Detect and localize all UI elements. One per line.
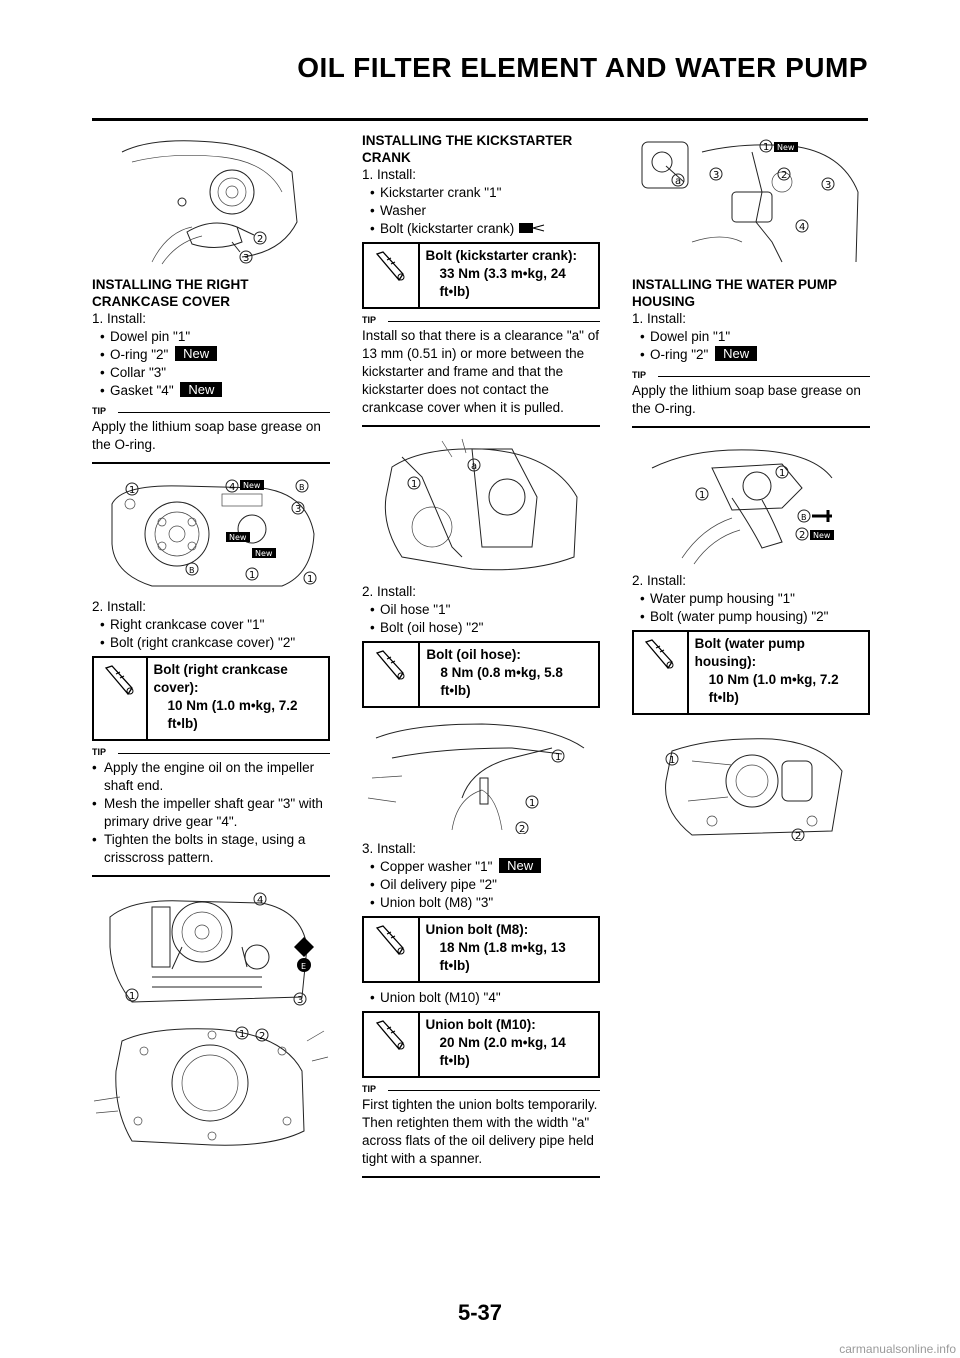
figure-crankcase-cover: [92, 474, 330, 592]
svg-text:3: 3: [713, 170, 720, 181]
list-item: • Bolt (right crankcase cover) "2": [100, 634, 330, 652]
list-item: • Union bolt (M10) "4": [370, 989, 600, 1007]
svg-text:4: 4: [257, 895, 264, 906]
svg-text:B: B: [189, 566, 195, 575]
torque-wrench-icon: [642, 638, 678, 672]
step-1-list: [640, 328, 870, 364]
svg-text:1: 1: [779, 468, 786, 479]
svg-text:New: New: [243, 481, 261, 490]
svg-text:3: 3: [297, 995, 304, 1006]
figure-oil-hose: [362, 718, 600, 834]
watermark: carmanualsonline.info: [839, 1342, 956, 1356]
list-item: • Tighten the bolts in stage, using a crisscross pattern.: [92, 831, 330, 867]
step-1: 1. Install:: [362, 167, 417, 182]
figure-pump-housing-bolts: [632, 731, 870, 841]
svg-text:E: E: [301, 962, 307, 971]
column-kickstarter-crank: [362, 132, 600, 1178]
torque-spec-box: [362, 916, 600, 983]
torque-wrench-icon: [373, 1019, 409, 1053]
page-title: OIL FILTER ELEMENT AND WATER PUMP: [297, 52, 868, 83]
svg-text:New: New: [813, 531, 831, 540]
list-item: • Washer: [370, 202, 600, 220]
svg-text:1: 1: [129, 485, 136, 496]
spec-value: 33 Nm (3.3 m•kg, 24 ft•lb): [439, 266, 566, 299]
list-item: • Oil hose "1": [370, 601, 600, 619]
tip-box: [632, 370, 870, 428]
step-1: 1. Install:: [92, 311, 147, 326]
torque-wrench-icon: [373, 924, 409, 958]
section-heading: INSTALLING THE KICKSTARTER CRANK: [362, 133, 573, 165]
spec-name: Bolt (oil hose):: [426, 647, 521, 662]
tip-box: [362, 315, 600, 427]
svg-text:1: 1: [555, 752, 562, 763]
svg-text:a: a: [675, 176, 682, 187]
svg-text:New: New: [255, 549, 273, 558]
list-item: • Bolt (water pump housing) "2": [640, 608, 870, 626]
torque-wrench-icon: [373, 250, 409, 284]
list-item: • Copper washer "1" New: [370, 858, 600, 876]
spec-name: Bolt (water pump housing):: [694, 636, 805, 669]
section-heading: INSTALLING THE WATER PUMP HOUSING: [632, 277, 837, 309]
tip-label: TIP: [92, 747, 107, 757]
list-item: • Oil delivery pipe "2": [370, 876, 600, 894]
list-item: • Right crankcase cover "1": [100, 616, 330, 634]
step-2: 2. Install:: [92, 599, 147, 614]
tip-label: TIP: [92, 406, 107, 416]
tip-text: First tighten the union bolts temporarily. Then retighten them with the width "a" across flats of the oil delivery pipe held tight with a spanner.: [362, 1096, 600, 1178]
column-water-pump-housing: [632, 132, 870, 841]
list-item: • O-ring "2" New: [640, 346, 870, 364]
step-3: 3. Install:: [362, 841, 417, 856]
figure-dowel-oring: [92, 132, 330, 270]
tip-box: [92, 406, 330, 464]
tip-box: [92, 747, 330, 877]
spec-value: 18 Nm (1.8 m•kg, 13 ft•lb): [439, 940, 566, 973]
tip-label: TIP: [362, 315, 377, 325]
svg-text:2: 2: [795, 831, 802, 841]
spec-name: Bolt (right crankcase cover):: [153, 662, 288, 695]
list-item: • Kickstarter crank "1": [370, 184, 600, 202]
svg-text:3: 3: [825, 180, 832, 191]
svg-text:2: 2: [259, 1031, 266, 1042]
list-item: • Union bolt (M8) "3": [370, 894, 600, 912]
section-heading: INSTALLING THE RIGHT CRANKCASE COVER: [92, 277, 249, 309]
svg-text:1: 1: [239, 1029, 246, 1040]
torque-wrench-icon: [102, 664, 138, 698]
step-3-list: [370, 858, 600, 912]
svg-text:2: 2: [799, 530, 806, 541]
svg-text:a: a: [471, 461, 478, 472]
torque-spec-box: [362, 1011, 600, 1078]
step-1: 1. Install:: [632, 311, 687, 326]
svg-text:1: 1: [307, 574, 314, 585]
figure-water-pump: [632, 438, 870, 568]
svg-text:1: 1: [669, 755, 676, 766]
list-item: • Collar "3": [100, 364, 330, 382]
step-2: 2. Install:: [362, 584, 417, 599]
tip-label: TIP: [632, 370, 647, 380]
list-item: • Dowel pin "1": [640, 328, 870, 346]
new-badge: New: [175, 346, 217, 361]
page-number: 5-37: [457, 1300, 503, 1325]
list-item: • Apply the engine oil on the impeller shaft end.: [92, 759, 330, 795]
tip-label: TIP: [362, 1084, 377, 1094]
step-3-extra: [370, 989, 600, 1007]
list-item: • Dowel pin "1": [100, 328, 330, 346]
torque-spec-box: [92, 656, 330, 741]
torque-spec-box: [632, 630, 870, 715]
torque-spec-box: [362, 242, 600, 309]
svg-text:1: 1: [129, 991, 136, 1002]
torque-spec-box: [362, 641, 600, 708]
new-badge: New: [180, 382, 222, 397]
svg-text:1: 1: [529, 798, 536, 809]
spec-value: 10 Nm (1.0 m•kg, 7.2 ft•lb): [167, 698, 298, 731]
figure-cover-bolts: [92, 1021, 330, 1151]
svg-text:B: B: [299, 483, 305, 492]
new-badge: New: [499, 858, 541, 873]
svg-text:3: 3: [295, 504, 302, 515]
spec-value: 10 Nm (1.0 m•kg, 7.2 ft•lb): [708, 672, 839, 705]
tip-box: [362, 1084, 600, 1178]
svg-text:B: B: [801, 513, 807, 522]
svg-text:3: 3: [243, 253, 250, 264]
thread-locker-icon: [518, 222, 546, 234]
spec-name: Union bolt (M8):: [425, 922, 529, 937]
list-item: • Gasket "4" New: [100, 382, 330, 400]
spec-value: 8 Nm (0.8 m•kg, 5.8 ft•lb): [440, 665, 563, 698]
svg-text:2: 2: [257, 234, 264, 245]
svg-text:4: 4: [799, 222, 806, 233]
tip-text: Install so that there is a clearance "a" of 13 mm (0.51 in) or more between the kickstarter and frame and that the kickstarter does not contact the crankcase cover when it is pulled.: [362, 327, 600, 427]
step-2: 2. Install:: [632, 573, 687, 588]
tip-text: Apply the lithium soap base grease on the O-ring.: [632, 382, 870, 428]
svg-text:New: New: [777, 143, 795, 152]
new-badge: New: [715, 346, 757, 361]
step-2-list: [640, 590, 870, 626]
svg-text:New: New: [229, 533, 247, 542]
torque-wrench-icon: [373, 649, 409, 683]
list-item: • Bolt (kickstarter crank): [370, 220, 600, 238]
tip-text: Apply the lithium soap base grease on the O-ring.: [92, 418, 330, 464]
figure-dowel-pin-oring: [632, 132, 870, 272]
spec-name: Bolt (kickstarter crank):: [425, 248, 578, 263]
svg-text:1: 1: [249, 570, 256, 581]
svg-text:1: 1: [699, 490, 706, 501]
spec-name: Union bolt (M10):: [425, 1017, 536, 1032]
svg-text:1: 1: [411, 479, 418, 490]
list-item: • O-ring "2" New: [100, 346, 330, 364]
svg-text:1: 1: [763, 142, 770, 153]
step-1-list: [370, 184, 600, 238]
spec-value: 20 Nm (2.0 m•kg, 14 ft•lb): [439, 1035, 566, 1068]
list-item: • Mesh the impeller shaft gear "3" with primary drive gear "4".: [92, 795, 330, 831]
step-2-list: [100, 616, 330, 652]
svg-text:2: 2: [781, 170, 788, 181]
figure-kickstarter: [362, 437, 600, 577]
column-right-crankcase-cover: [92, 132, 330, 1151]
title-rule: [92, 118, 868, 121]
list-item: • Water pump housing "1": [640, 590, 870, 608]
svg-text:4: 4: [229, 482, 236, 493]
svg-text:2: 2: [519, 824, 526, 834]
figure-impeller-gear: [92, 887, 330, 1015]
step-1-list: [100, 328, 330, 400]
list-item: • Bolt (oil hose) "2": [370, 619, 600, 637]
step-2-list: [370, 601, 600, 637]
